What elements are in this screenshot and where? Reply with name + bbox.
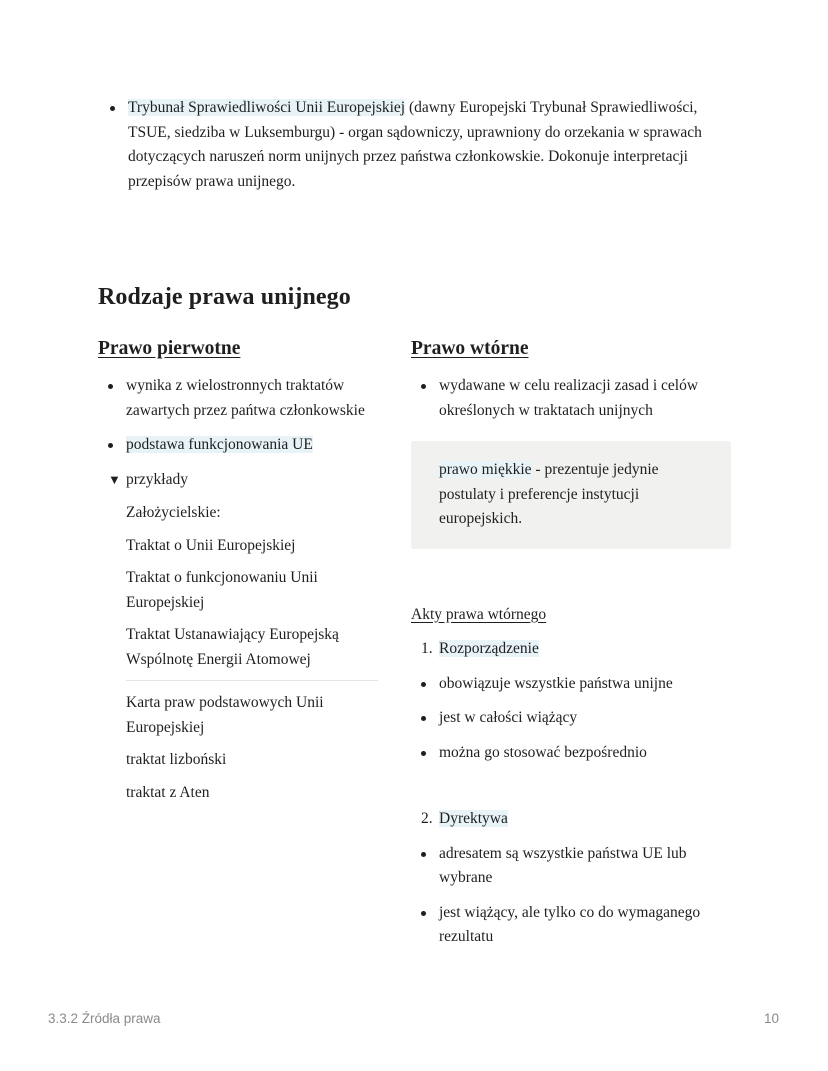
footer-page-number: 10: [763, 1011, 779, 1026]
list-item: jest wiążący, ale tylko co do wymaganego rezultatu: [411, 901, 741, 950]
left-bullet-1: wynika z wielostronnych traktatów zawartych przez pańtwa członkowskie: [98, 374, 388, 423]
example-item: Karta praw podstawowych Unii Europejskiej: [126, 694, 324, 736]
intro-text: (dawny Europejski Trybunał Sprawiedliwości, TSUE, siedziba w Luksemburgu) - organ sądowniczy, uprawniony do orzekania w sprawach dotyczących naruszeń norm unijnych przez państwa członkowskie. Dokonuje interpretacji przepisów prawa unijnego.: [128, 99, 702, 190]
list-item: obowiązuje wszystkie państwa unijne: [411, 672, 741, 697]
example-item: traktat z Aten: [126, 783, 210, 801]
right-column: [411, 336, 741, 960]
spacer: [411, 775, 741, 807]
callout-soft-law: [411, 441, 731, 549]
section-title: Rodzaje prawa unijnego: [98, 284, 351, 310]
intro-block: [100, 96, 740, 204]
example-item: Założycielskie:: [126, 504, 221, 521]
toggle-content-more: [98, 691, 388, 805]
left-bullet-2-text: podstawa funkcjonowania UE: [126, 436, 313, 453]
example-item: traktat lizboński: [126, 751, 227, 768]
toggle-label: przykłady: [126, 470, 188, 488]
item-label: Rozporządzenie: [439, 640, 539, 657]
left-bullet-2: [98, 433, 388, 458]
item-label: Dyrektywa: [439, 810, 508, 827]
example-item: Traktat o funkcjonowaniu Unii Europejskiej: [126, 569, 318, 611]
list-item: adresatem są wszystkie państwa UE lub wybrane: [411, 842, 741, 891]
list-item: jest w całości wiążący: [411, 706, 741, 731]
divider: [126, 680, 378, 681]
intro-bullet: [100, 96, 740, 194]
intro-highlight: Trybunał Sprawiedliwości Unii Europejskiej: [128, 99, 406, 116]
callout-text: - prezentuje jedynie postulaty i preferencje instytucji europejskich.: [439, 461, 659, 527]
right-bullet-1: wydawane w celu realizacji zasad i celów określonych w traktatach unijnych: [411, 374, 741, 423]
toggle-content: [98, 501, 388, 672]
numbered-item-1: [411, 637, 741, 662]
list-item: można go stosować bezpośrednio: [411, 741, 741, 766]
item-number: 2.: [421, 810, 433, 827]
example-item: Traktat o Unii Europejskiej: [126, 536, 296, 554]
callout-highlight: prawo miękkie: [439, 461, 532, 478]
left-column: [98, 336, 388, 813]
example-item: Traktat Ustanawiający Europejską Wspólnotę Energii Atomowej: [126, 626, 339, 668]
left-heading: Prawo pierwotne: [98, 338, 241, 359]
triangle-down-icon[interactable]: ▼: [108, 471, 121, 487]
item-number: 1.: [421, 640, 433, 657]
toggle-examples[interactable]: [98, 468, 388, 493]
numbered-item-2: [411, 807, 741, 832]
footer-title: 3.3.2 Źródła prawa: [48, 1011, 161, 1026]
acts-title: Akty prawa wtórnego: [411, 605, 547, 623]
right-heading: Prawo wtórne: [411, 338, 529, 359]
